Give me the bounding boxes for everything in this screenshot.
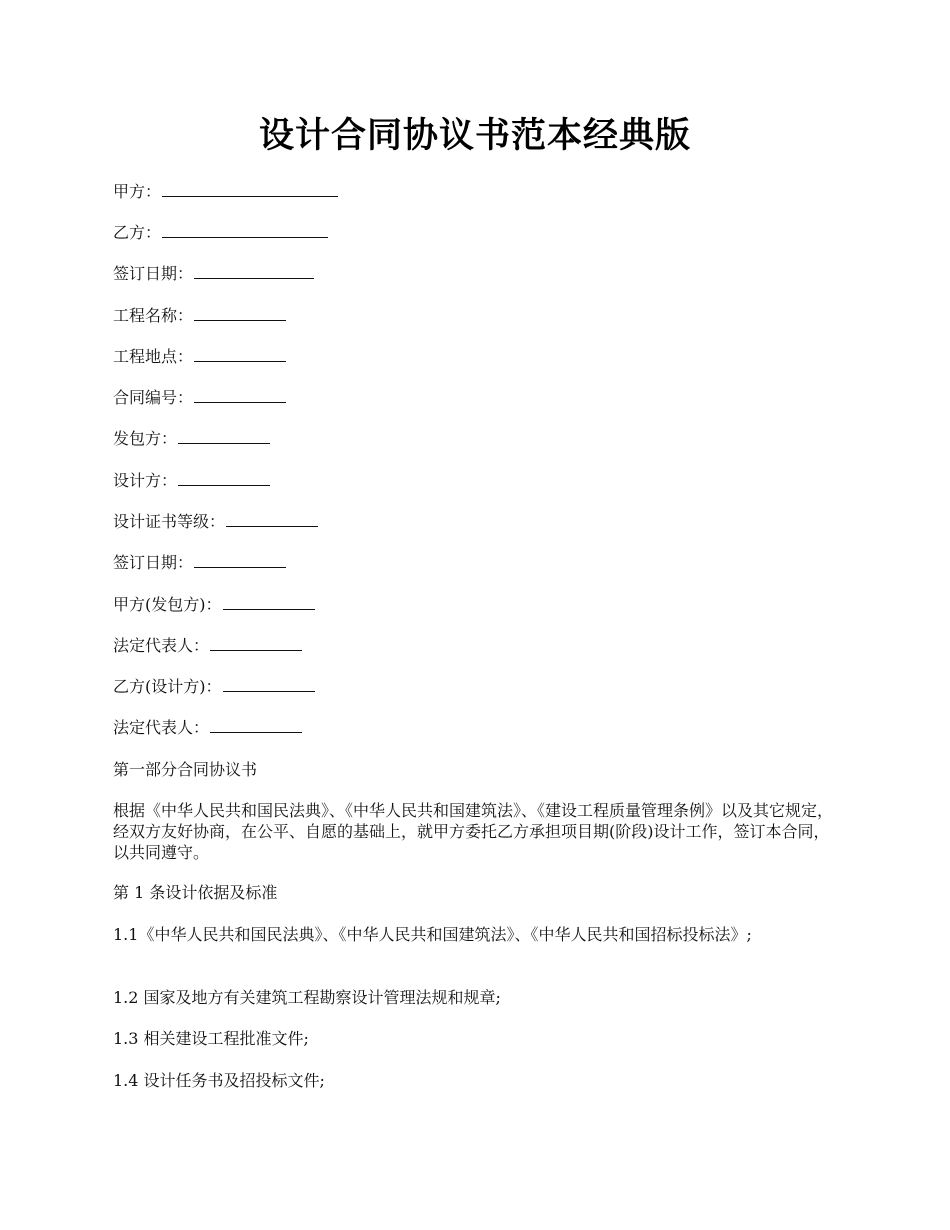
fill-in-blank [194,552,286,568]
field-label: 法定代表人： [113,718,210,737]
field-label: 法定代表人： [113,636,210,655]
field-design-certificate-level [113,511,318,533]
article-item: 1.2 国家及地方有关建筑工程勘察设计管理法规和规章; [113,988,501,1007]
field-project-name [113,305,286,327]
fill-in-blank [162,222,328,238]
field-party-b [113,222,328,244]
intro-paragraph: 根据《中华人民共和国民法典》、《中华人民共和国建筑法》、《建设工程质量管理条例》以及其它规定，经双方友好协商，在公平、自愿的基础上，就甲方委托乙方承担项目期(阶段)设计工作，签订本合同，以共同遵守。 [113,801,834,862]
field-signing-date-2 [113,552,286,574]
fill-in-blank [210,635,302,651]
article-item: 1.1《中华人民共和国民法典》、《中华人民共和国建筑法》、《中华人民共和国招标投标法》; [113,925,752,944]
fill-in-blank [223,676,315,692]
field-contract-number [113,387,286,409]
field-contractor [113,428,270,450]
fill-in-blank [194,346,286,362]
field-label: 设计证书等级： [113,512,226,531]
document-title: 设计合同协议书范本经典版 [258,115,691,156]
fill-in-blank [194,305,286,321]
field-party-a-contractor [113,594,315,616]
field-label: 签订日期： [113,553,194,572]
fill-in-blank [210,717,302,733]
field-label: 签订日期： [113,264,194,283]
article-heading: 第 1 条设计依据及标准 [113,883,278,902]
article-item: 1.4 设计任务书及招投标文件; [113,1071,325,1090]
field-signing-date [113,263,314,285]
field-legal-representative-2 [113,717,302,739]
field-label: 工程地点： [113,347,194,366]
field-project-location [113,346,286,368]
fill-in-blank [194,263,314,279]
field-party-b-designer [113,676,315,698]
field-label: 合同编号： [113,388,194,407]
fill-in-blank [178,470,270,486]
field-label: 甲方(发包方)： [113,595,222,614]
fill-in-blank [194,387,286,403]
fill-in-blank [223,594,315,610]
field-label: 乙方： [113,223,162,242]
section-heading: 第一部分合同协议书 [113,760,258,779]
fill-in-blank [178,428,270,444]
field-label: 甲方： [113,182,162,201]
field-label: 工程名称： [113,306,194,325]
field-legal-representative [113,635,302,657]
fill-in-blank [162,181,338,197]
field-designer [113,470,270,492]
field-label: 设计方： [113,471,178,490]
article-item: 1.3 相关建设工程批准文件; [113,1029,309,1048]
field-label: 发包方： [113,429,178,448]
field-label: 乙方(设计方)： [113,677,222,696]
fill-in-blank [226,511,318,527]
field-party-a [113,181,338,203]
